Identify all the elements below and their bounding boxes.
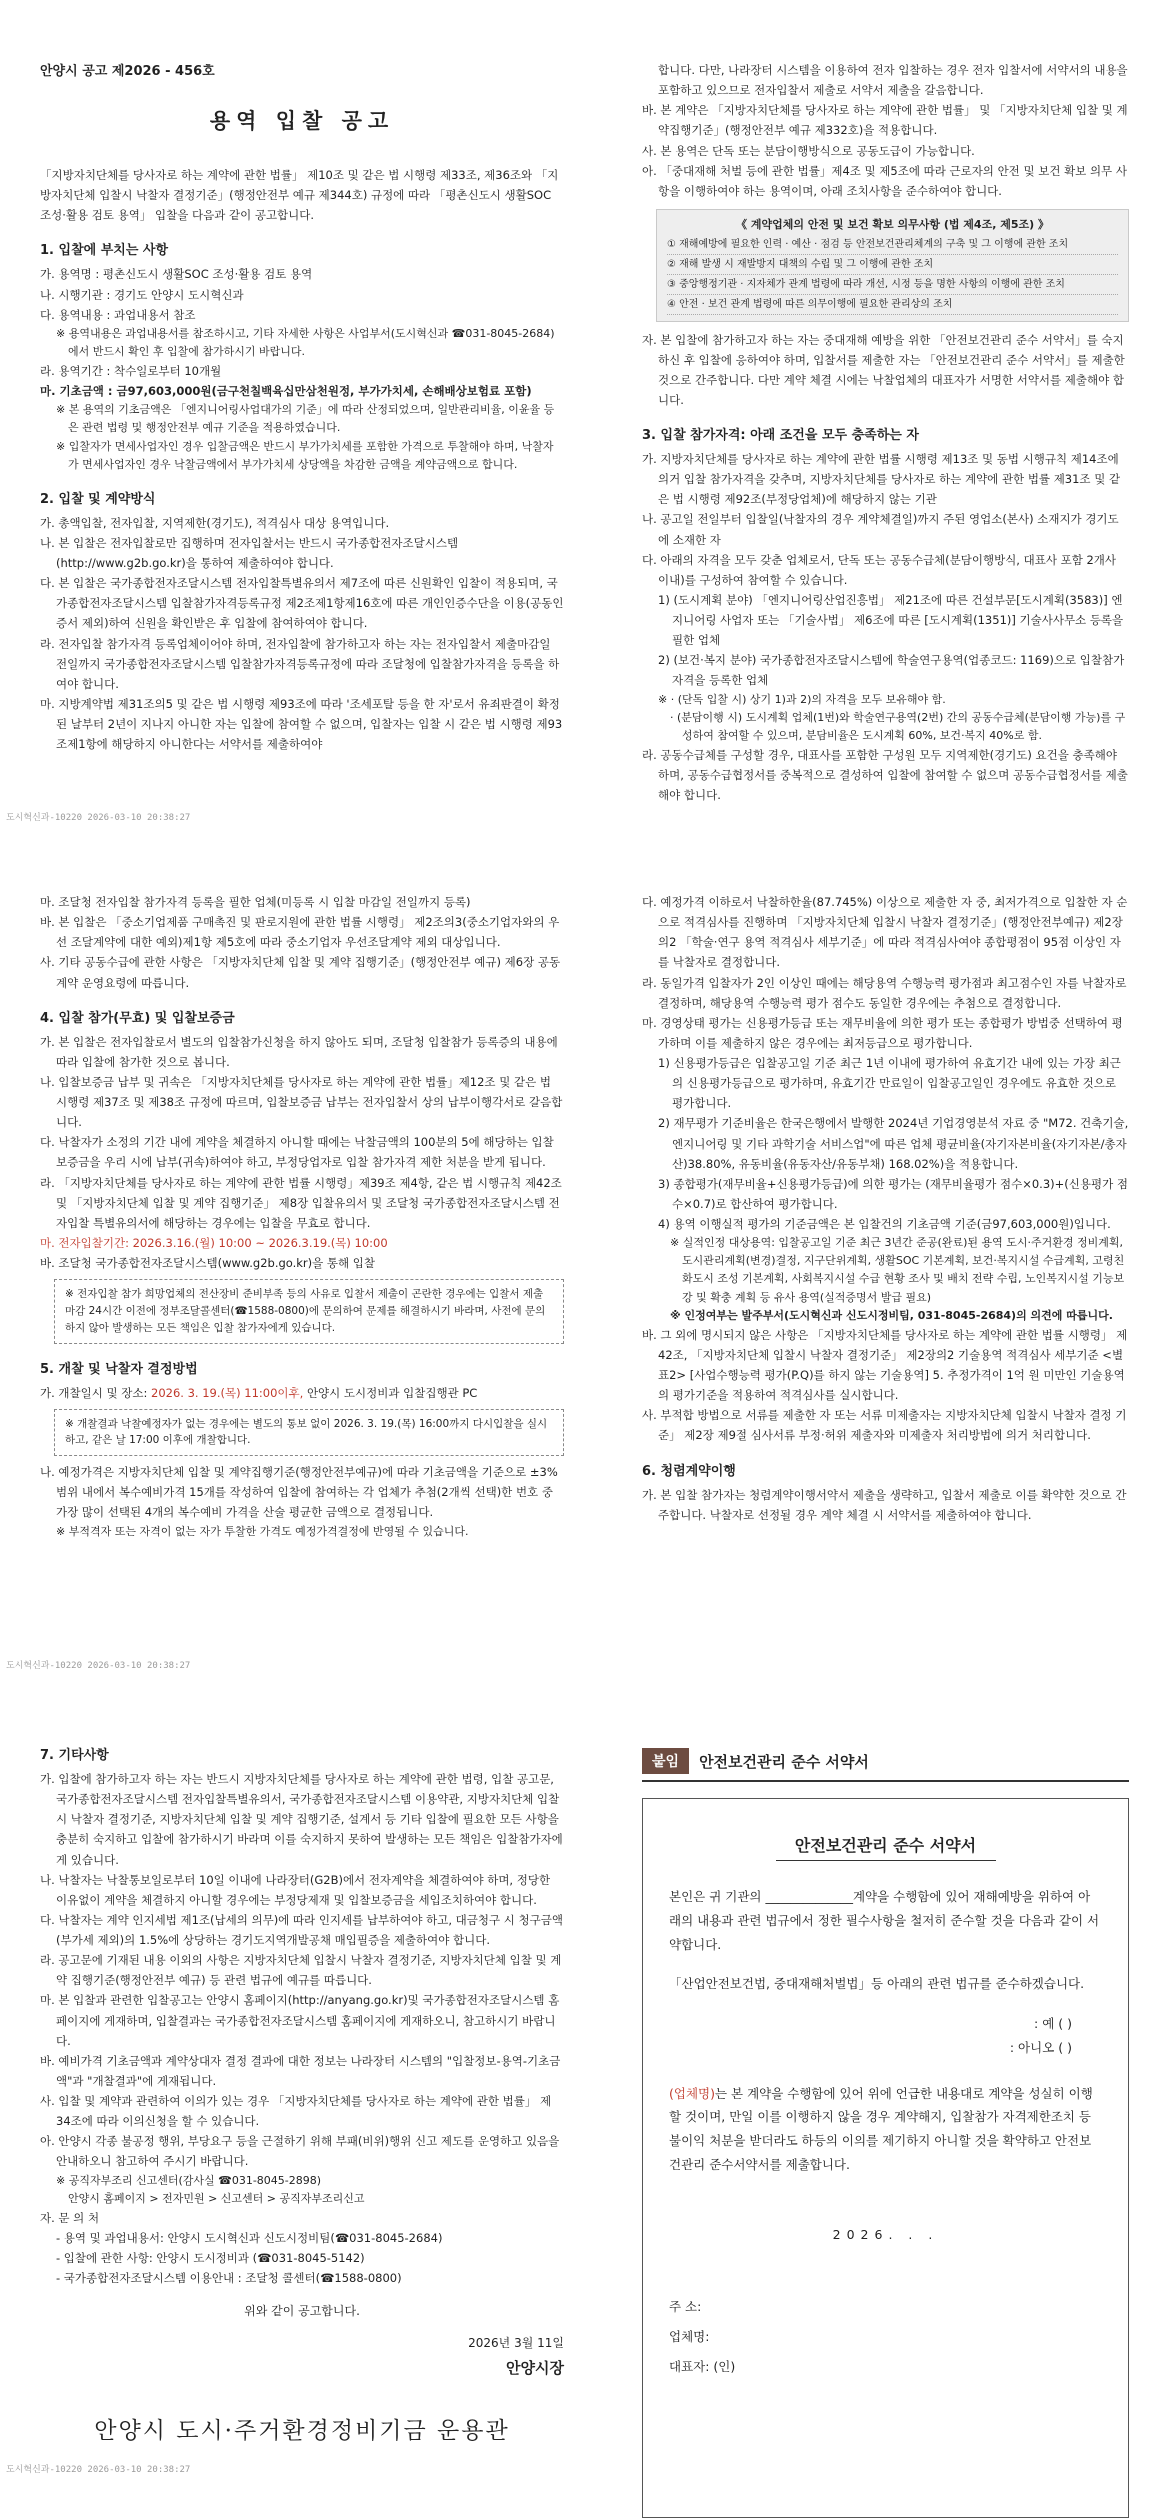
s4-item: 라. 「지방자치단체를 당사자로 하는 계약에 관한 법률 시행령」제39조 제4항, 같은 법 시행규칙 제42조 및 「지방자치단체 입찰 및 계약 집행기준」 제8장 입찰유의서 및 조달청 국가종합전자조달시스템 전자입찰 특별유의서에 해당하는 경우에는 입찰을 무효로 합니다. (40, 1175, 562, 1230)
section-4-heading: 4. 입찰 참가(무효) 및 입찰보증금 (40, 1010, 235, 1026)
s3-note: · (분담이행 시) 도시계획 업체(1번)와 학술연구용역(2번) 간의 공동수급체(분담이행 가능)를 구성하여 참여할 수 있으며, 분담비율은 도시계획 60%, 보건·복지 40%로 함. (670, 710, 1126, 742)
intro-paragraph: 「지방자치단체를 당사자로 하는 계약에 관한 법률」 제10조 및 같은 법 시행령 제33조, 제36조와 「지방자치단체 입찰시 낙찰자 결정기준」(행정안전부 예규 제344호) 규정에 따라 「평촌신도시 생활SOC 조성·활용 검토 용역」 입찰을 다음과 같이 공고합니다. (40, 168, 559, 223)
s5-item: 라. 동일가격 입찰자가 2인 이상인 때에는 해당용역 수행능력 평가점과 최고점수인 자를 낙찰자로 결정하며, 해당용역 수행능력 평가 점수도 동일한 경우에는 추첨으로 결정합니다. (642, 975, 1127, 1010)
issuer-name: 안양시장 (506, 2358, 564, 2377)
page2-right-column (586, 892, 1169, 1525)
representative-field[interactable]: 대표자: (인) (669, 2358, 736, 2374)
contact-line: - 용역 및 과업내용서: 안양시 도시혁신과 신도시정비팀(☎031-8045-2684) (56, 2230, 443, 2245)
bidding-period (40, 1233, 564, 1253)
s5-note: ※ 인정여부는 발주부서(도시혁신과 신도시정비팀, 031-8045-2684)의 의견에 따릅니다. (670, 1308, 1113, 1322)
company-name-placeholder: (업체명) (669, 2085, 715, 2101)
s5-item-lower-limit: 다. 예정가격 이하로서 낙찰하한율(87.745%) 이상으로 제출한 자 중, 최저가격으로 입찰한 자 순으로 적격심사를 진행하며 「지방자치단체 입찰시 낙찰자 결정기준」(행정안전부예규) 제2장의2 「학술·연구 용역 적격심사 세부기준」에 따라 적격심사여야 종합평점이 95점 이상인 자를 낙찰자로 결정합니다. (642, 895, 1128, 970)
s4-item: 다. 낙찰자가 소정의 기간 내에 계약을 체결하지 아니할 때에는 낙찰금액의 100분의 5에 해당하는 입찰보증금을 우리 시에 납부(귀속)하여야 하고, 부정당업자로 입찰 참가자격 제한 처분을 받게 됩니다. (40, 1135, 554, 1170)
s3-item: 나. 공고일 전일부터 입찰일(낙찰자의 경우 계약체결일)까지 주된 영업소(본사) 소재지가 경기도에 소재한 자 (642, 512, 1119, 547)
s2-item: 자. 본 입찰에 참가하고자 하는 자는 중대재해 예방을 위한 「안전보건관리 준수 서약서」를 숙지하신 후 입찰에 응하여야 하며, 입찰서를 제출한 자는 「안전보건관리 준수 서약서」를 제출한 것으로 간주합니다. 다만 계약 체결 시에는 낙찰업체의 대표자가 서명한 서약서를 제출해야 합니다. (642, 332, 1125, 407)
s1-item: 다. 용역내용 : 과업내용서 참조 (40, 307, 196, 322)
s5-sub-item: 3) 종합평가(재무비율+신용평가등급)에 의한 평가는 (재무비율평가 점수×0.3)+(신용평가 점수×0.7)로 합산하여 평가합니다. (658, 1176, 1128, 1211)
s3-sub-item: 1) (도시계획 분야) 「엔지니어링산업진흥법」 제21조에 따른 건설부문[도시계획(3583)] 엔지니어링 사업자 또는 「기술사법」 제6조에 따른 [도시계획(1351)] 기술사사무소 등록을 필한 업체 (658, 592, 1124, 648)
s2-item: 마. 지방계약법 제31조의5 및 같은 법 시행령 제93조에 따라 '조세포탈 등을 한 자'로서 유죄판결이 확정된 날부터 2년이 지나지 아니한 자는 입찰에 참여할 수 없으며, 입찰자는 입찰 시 같은 법 시행령 제93조제1항에 해당하지 아니한다는 서약서를 제출하여야 (40, 696, 563, 752)
company-field[interactable]: 업체명: (669, 2328, 710, 2344)
s3-sub-item: 2) (보건·복지 분야) 국가종합전자조달시스템에 학술연구용역(업종코드: 1169)으로 입찰참가자격을 등록한 업체 (658, 653, 1125, 688)
s3-item: 마. 조달청 전자입찰 참가자격 등록을 필한 업체(미등록 시 입찰 마감일 전일까지 등록) (40, 895, 471, 909)
page1-left-column (0, 60, 584, 754)
s3-note: ※ · (단독 입찰 시) 상기 1)과 2)의 자격을 모두 보유해야 함. (658, 692, 946, 706)
s5-item: 마. 경영상태 평가는 신용평가등급 또는 재무비율에 의한 평가 또는 종합평가 방법중 선택하여 평가하며 이를 제출하지 않은 경우에는 최저등급으로 평가합니다. (642, 1015, 1123, 1050)
safety-obligations-box (656, 209, 1129, 322)
pledge-check-no[interactable]: : 아니오 ( ) (1009, 2039, 1072, 2055)
contact-line: - 입찰에 관한 사항: 안양시 도시정비과 (☎031-8045-5142) (56, 2251, 365, 2266)
s7-item: 라. 공고문에 기재된 내용 이외의 사항은 지방자치단체 입찰시 낙찰자 결정기준, 지방자치단체 입찰 및 계약 집행기준(행정안전부 예규) 등 관련 법규에 예규를 따릅니다. (40, 1953, 562, 1988)
notice-date: 2026년 3월 11일 (468, 2336, 564, 2351)
bidding-period-value: 2026.3.16.(월) 10:00 ~ 2026.3.19.(목) 10:00 (132, 1235, 388, 1250)
s7-item: 다. 낙찰자는 계약 인지세법 제1조(납세의 의무)에 따라 인지세를 납부하여야 하고, 대금청구 시 청구금액 (부가세 제외)의 1.5%에 상당하는 경기도지역개발공채 매입필증을 제출하여야 합니다. (40, 1912, 563, 1947)
notice-number: 안양시 공고 제2026 - 456호 (40, 64, 215, 79)
page3-right-column (586, 1748, 1169, 2518)
s7-item: 바. 예비가격 기초금액과 계약상대자 결정 결과에 대한 정보는 나라장터 시스템의 "입찰정보-용역-기초금액"과 "개찰결과"에 게재됩니다. (40, 2053, 561, 2088)
s1-item: 라. 용역기간 : 착수일로부터 10개월 (40, 364, 222, 379)
annex-header (642, 1748, 1129, 1782)
page2-left-column (0, 892, 584, 1541)
s5-note: ※ 부적격자 또는 자격이 없는 자가 투찰한 가격도 예정가격결정에 반영될 수 있습니다. (56, 1524, 469, 1538)
s7-note: ※ 공직자부조리 신고센터(감사실 ☎031-8045-2898) (56, 2173, 322, 2187)
s3-item: 라. 공동수급체를 구성할 경우, 대표사를 포함한 구성원 모두 지역제한(경기도) 요건을 충족해야 하며, 공동수급협정서를 중복적으로 결성하여 입찰에 참여할 수 없으며 공동수급협정서를 제출해야 합니다. (642, 747, 1128, 803)
s1-note: ※ 용역내용은 과업내용서를 참조하시고, 기타 자세한 사항은 사업부서(도시혁신과 ☎031-8045-2684)에서 반드시 확인 후 입찰에 참가하시기 바랍니다. (56, 326, 555, 358)
s5-item: 바. 그 외에 명시되지 않은 사항은 「지방자치단체를 당사자로 하는 계약에 관한 법률 시행령」 제42조, 「지방자치단체 입찰시 낙찰자 결정기준」 제2장의2 기술용역 적격심사 세부기준 <별표2> [사업수행능력 평가(P.Q)를 하지 않는 기술용역] 5. 추정가격이 1억 원 미만인 기술용역의 평가기준을 적용하여 적격심사를 실시합니다. (642, 1327, 1128, 1403)
s2-item: 바. 본 계약은 「지방자치단체를 당사자로 하는 계약에 관한 법률」 및 「지방자치단체 입찰 및 계약집행기준」(행정안전부 예규 제332호)을 적용합니다. (642, 103, 1128, 138)
section-1-heading: 1. 입찰에 부치는 사항 (40, 243, 169, 259)
s2-item: 나. 본 입찰은 전자입찰로만 집행하며 전자입찰서는 반드시 국가종합전자조달시스템(http://www.g2b.go.kr)을 통하여 제출하여야 합니다. (40, 535, 459, 571)
s3-item: 다. 아래의 자격을 모두 갖춘 업체로서, 단독 또는 공동수급체(분담이행방식, 대표사 포함 2개사 이내)를 구성하여 참여할 수 있습니다. (642, 552, 1117, 587)
s4-item: 바. 조달청 국가종합전자조달시스템(www.g2b.go.kr)을 통해 입찰 (40, 1256, 375, 1270)
opening-datetime (40, 1383, 564, 1403)
pledge-paragraph (669, 2082, 1102, 2177)
safety-box-title: 《 계약업체의 안전 및 보건 확보 의무사항 (법 제4조, 제5조) 》 (736, 217, 1049, 231)
opening-place: 안양시 도시정비과 입찰집행관 PC (306, 1385, 478, 1400)
page3-left-column (0, 1730, 584, 2445)
opening-datetime-value: 2026. 3. 19.(목) 11:00이후, (151, 1385, 304, 1400)
safety-box-row: ④ 안전 · 보건 관계 법령에 따른 의무이행에 필요한 관리상의 조치 (667, 295, 1118, 315)
contact-line: - 국가종합전자조달시스템 이용안내 : 조달청 콜센터(☎1588-0800) (56, 2271, 402, 2286)
signer-block (40, 2333, 564, 2382)
s7-item: 나. 낙찰자는 낙찰통보일로부터 10일 이내에 나라장터(G2B)에서 전자계약을 체결하여야 하며, 정당한 이유없이 계약을 체결하지 아니할 경우에는 부정당제재 및 입찰보증금을 세입조치하여야 합니다. (40, 1872, 551, 1907)
s7-note: 안양시 홈페이지 > 전자민원 > 신고센터 > 공직자부조리신고 (68, 2191, 365, 2205)
s3-item: 사. 기타 공동수급에 관한 사항은 「지방자치단체 입찰 및 계약 집행기준」(행정안전부 예규) 제6장 공동계약 운영요령에 따릅니다. (40, 955, 561, 990)
s1-note: ※ 입찰자가 면세사업자인 경우 입찰금액은 반드시 부가가치세를 포함한 가격으로 투찰해야 하며, 낙찰자가 면세사업자인 경우 낙찰금액에서 부가가치세 상당액을 차감한 금액을 계약금액으로 합니다. (56, 439, 554, 471)
s3-item: 가. 지방자치단체를 당사자로 하는 계약에 관한 법률 시행령 제13조 및 동법 시행규칙 제14조에 의거 입찰 참가자격을 갖추며, 지방자치단체를 당사자로 하는 계약에 관한 법률 제31조 및 같은 법 시행령 제92조(부정당업체)에 해당하지 않는 기관 (642, 452, 1121, 507)
bidding-period-label: 마. 전자입찰기간: (40, 1235, 129, 1250)
fund-manager-name: 안양시 도시·주거환경정비기금 운용관 (94, 2417, 510, 2444)
pledge-paragraph-text: 는 본 계약을 수행함에 있어 위에 언급한 내용대로 계약을 성실히 이행할 것이며, 만일 이를 이행하지 않을 경우 계약해지, 입찰참가 자격제한조치 등 불이익 처분을 받더라도 하등의 이의를 제기하지 아니할 것을 확약하고 안전보건관리 준수서약서를 제출합니다. (669, 2085, 1093, 2172)
safety-pledge-form (642, 1798, 1129, 2518)
s4-item: 나. 입찰보증금 납부 및 귀속은 「지방자치단체를 당사자로 하는 계약에 관한 법률」제12조 및 같은 법 시행령 제37조 및 제38조 규정에 따르며, 입찰보증금 납부는 전자입찰서 상의 납부이행각서로 갈음합니다. (40, 1074, 563, 1130)
s1-item: 나. 시행기관 : 경기도 안양시 도시혁신과 (40, 287, 244, 302)
section-3-heading: 3. 입찰 참가자격: 아래 조건을 모두 충족하는 자 (642, 428, 919, 444)
s4-item: 가. 본 입찰은 전자입찰로서 별도의 입찰참가신청을 하지 않아도 되며, 조달청 입찰참가 등록증의 내용에 따라 입찰에 참가한 것으로 봅니다. (40, 1034, 558, 1069)
s5-boxed-note: ※ 개찰결과 낙찰예정자가 없는 경우에는 별도의 통보 없이 2026. 3. 19.(목) 16:00까지 다시입찰을 실시하고, 같은 날 17:00 이후에 개찰합니다. (54, 1409, 564, 1457)
opening-datetime-label: 가. 개찰일시 및 장소: (40, 1385, 148, 1400)
s5-sub-item: 2) 재무평가 기준비율은 한국은행에서 발행한 2024년 기업경영분석 자료 중 "M72. 건축기술, 엔지니어링 및 기타 과학기술 서비스업"에 따른 업체 평균비율(자기자본비율(자기자본/총자산)38.80%, 유동비율(유동자산/유동부채) 168.02%)을 적용합니다. (658, 1116, 1129, 1171)
pledge-paragraph: 본인은 귀 기관의 ______________계약을 수행함에 있어 재해예방을 위하여 아래의 내용과 관련 법규에서 정한 필수사항을 철저히 준수할 것을 다음과 같이 서약합니다. (669, 1889, 1100, 1952)
contact-heading: 자. 문 의 처 (40, 2210, 100, 2225)
pledge-check-yes[interactable]: : 예 ( ) (1034, 2016, 1072, 2031)
s5-item: 나. 예정가격은 지방자치단체 입찰 및 계약집행기준(행정안전부예규)에 따라 기초금액을 기준으로 ±3% 범위 내에서 복수예비가격 15개를 작성하여 입찰에 참여하는 각 업체가 추첨(2개씩 선택)한 번호 중 가장 많이 선택된 4개의 복수예비 가격을 산술 평균한 금액으로 결정됩니다. (40, 1465, 558, 1520)
s2-item: 사. 본 용역은 단독 또는 분담이행방식으로 공동도급이 가능합니다. (642, 143, 975, 158)
document-title: 용역 입찰 공고 (209, 108, 395, 133)
s2-item-continued: 합니다. 다만, 나라장터 시스템을 이용하여 전자 입찰하는 경우 전자 입찰서에 서약서의 내용을 포함하고 있으므로 전자입찰서 제출로 서약서 제출을 갈음합니다. (658, 63, 1128, 98)
section-7-heading: 7. 기타사항 (40, 1748, 109, 1763)
s7-item: 마. 본 입찰과 관련한 입찰공고는 안양시 홈페이지(http://anyang.go.kr)및 국가종합전자조달시스템 홈페이지에 게재하며, 입찰결과는 국가종합전자조달시스템 홈페이지에 게재하오니, 참고하시기 바랍니다. (40, 1993, 560, 2048)
s4-boxed-note: ※ 전자입찰 참가 희망업체의 전산장비 준비부족 등의 사유로 입찰서 제출이 곤란한 경우에는 입찰서 제출마감 24시간 이전에 정부조달콜센터(☎1588-0800)에 문의하여 문제를 해결하시기 바라며, 사전에 문의하지 않아 발생하는 모든 책임은 입찰 참가자에게 있습니다. (54, 1279, 564, 1343)
s5-sub-item: 1) 신용평가등급은 입찰공고일 기준 최근 1년 이내에 평가하여 유효기간 내에 있는 가장 최근의 신용평가등급으로 평가하며, 유효기간 만료일이 입찰공고일인 경우에도 유효한 것으로 평가합니다. (658, 1056, 1121, 1111)
annex-title: 안전보건관리 준수 서약서 (699, 1752, 869, 1771)
s2-item: 라. 전자입찰 참가자격 등록업체이어야 하며, 전자입찰에 참가하고자 하는 자는 전자입찰서 제출마감일 전일까지 국가종합전자조달시스템 입찰참가자격등록규정에 따라 조달청에 입찰참가자격을 등록을 하여야 합니다. (40, 636, 560, 691)
s5-item: 사. 부적합 방법으로 서류를 제출한 자 또는 서류 미제출자는 지방자치단체 입찰시 낙찰자 결정 기준」 제2장 제9절 심사서류 부정·허위 제출자와 미제출자 처리방법에 의거 처리합니다. (642, 1408, 1127, 1443)
s3-item: 바. 본 입찰은 「중소기업제품 구매촉진 및 판로지원에 관한 법률 시행령」 제2조의3(중소기업자와의 우선 조달계약에 대한 예외)제1항 제5호에 따라 중소기업자 우선조달계약 제외 대상입니다. (40, 915, 560, 950)
page1-footer-stamp: 도시혁신과-10220 2026-03-10 20:38:27 (6, 813, 191, 823)
s7-item: 아. 안양시 각종 불공정 행위, 부당요구 등을 근절하기 위해 부패(비위)행위 신고 제도를 운영하고 있음을 안내하오니 참고하여 주시기 바랍니다. (40, 2134, 560, 2169)
closing-line: 위와 같이 공고합니다. (244, 2304, 360, 2319)
s1-note: ※ 본 용역의 기초금액은 「엔지니어링사업대가의 기준」에 따라 산정되었으며, 일반관리비율, 이윤율 등은 관련 법령 및 행정안전부 예규 기준을 적용하였습니다. (56, 403, 555, 435)
address-field[interactable]: 주 소: (669, 2298, 702, 2314)
pledge-title: 안전보건관리 준수 서약서 (776, 1833, 996, 1861)
s7-item: 사. 입찰 및 계약과 관련하여 이의가 있는 경우 「지방자치단체를 당사자로 하는 계약에 관한 법률」 제34조에 따라 이의신청을 할 수 있습니다. (40, 2094, 552, 2129)
s1-item: 가. 용역명 : 평촌신도시 생활SOC 조성·활용 검토 용역 (40, 267, 313, 282)
safety-box-row: ② 재해 발생 시 재발방지 대책의 수립 및 그 이행에 관한 조치 (667, 255, 1118, 275)
page3-footer-stamp: 도시혁신과-10220 2026-03-10 20:38:27 (6, 2465, 191, 2475)
s5-sub-item: 4) 용역 이행실적 평가의 기준금액은 본 입찰건의 기초금액 기준(금97,603,000원)입니다. (658, 1217, 1111, 1231)
s1-budget: 마. 기초금액 : 금97,603,000원(금구천칠백육십만삼천원정, 부가가치세, 손해배상보험료 포함) (40, 384, 532, 399)
annex-tag: 붙임 (642, 1748, 689, 1774)
s2-item: 가. 총액입찰, 전자입찰, 지역제한(경기도), 적격심사 대상 용역입니다. (40, 515, 390, 530)
pledge-paragraph: 「산업안전보건법, 중대재해처벌법」등 아래의 관련 법규를 준수하겠습니다. (669, 1976, 1085, 1992)
s2-item: 아. 「중대재해 처벌 등에 관한 법률」제4조 및 제5조에 따라 근로자의 안전 및 보건 확보 의무 사항을 이행하여야 하는 용역이며, 아래 조치사항을 준수하여야 합니다. (642, 163, 1127, 198)
s6-item: 가. 본 입찰 참가자는 청렴계약이행서약서 제출을 생략하고, 입찰서 제출로 이를 확약한 것으로 간주합니다. 낙찰자로 선정될 경우 계약 체결 시 서약서를 제출하여야 합니다. (642, 1487, 1127, 1522)
s7-item: 가. 입찰에 참가하고자 하는 자는 반드시 지방자치단체를 당사자로 하는 계약에 관한 법령, 입찰 공고문, 국가종합전자조달시스템 전자입찰특별유의서, 국가종합전자조달시스템 이용약관, 지방자치단체 입찰시 낙찰자 결정기준, 지방자치단체 입찰 및 계약 집행기준, 설계서 등 기타 입찰에 필요한 모든 사항을 충분히 숙지하고 입찰에 참가하시기 바라며 이를 숙지하지 못하여 발생하는 모든 책임은 입찰참가자에게 있습니다. (40, 1772, 563, 1867)
s5-note: ※ 실적인정 대상용역: 입찰공고일 기준 최근 3년간 준공(완료)된 용역 도시·주거환경 정비계획, 도시관리계획(변경)결정, 지구단위계획, 생활SOC 기본계획, 보건·복지시설 수급계획, 고령친화도시 조성 기본계획, 사회복지시설 수급 현황 조사 및 배치 전략 수립, 노인복지시설 기능보강 및 확충 계획 등 유사 용역(실적증명서 발급 필요) (670, 1236, 1125, 1304)
section-5-heading: 5. 개찰 및 낙찰자 결정방법 (40, 1361, 198, 1377)
safety-box-row: ③ 중앙행정기관 · 지자체가 관계 법령에 따라 개선, 시정 등을 명한 사항의 이행에 관한 조치 (667, 275, 1118, 295)
s2-item: 다. 본 입찰은 국가종합전자조달시스템 전자입찰특별유의서 제7조에 따른 신원확인 입찰이 적용되며, 국가종합전자조달시스템 입찰참가자격등록규정 제2조제1항제16호에 따른 개인인증수단을 이용(공동인증서 제외)하여 신원을 확인받은 후 입찰에 참여하여야 합니다. (40, 576, 564, 631)
pledge-date: 2026. . . (832, 2226, 939, 2242)
section-2-heading: 2. 입찰 및 계약방식 (40, 491, 156, 507)
page1-right-column (586, 60, 1169, 805)
page2-footer-stamp: 도시혁신과-10220 2026-03-10 20:38:27 (6, 1661, 191, 1671)
safety-box-row: ① 재해예방에 필요한 인력 · 예산 · 점검 등 안전보건관리체계의 구축 및 그 이행에 관한 조치 (667, 235, 1118, 255)
section-6-heading: 6. 청렴계약이행 (642, 1463, 736, 1479)
